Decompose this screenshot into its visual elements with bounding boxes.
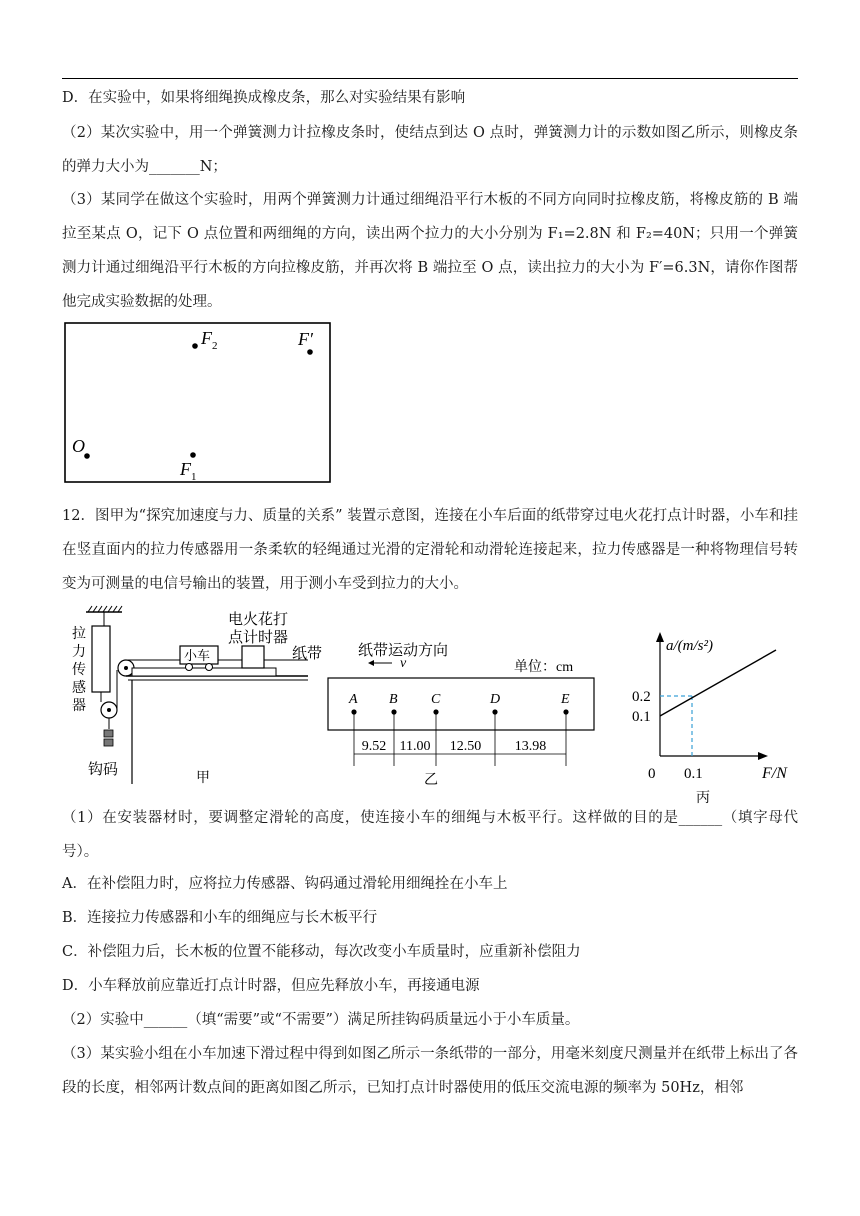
tape-point-label: C [431,692,441,707]
q12-sub2: （2）实验中______（填“需要”或“不需要”）满足所挂钩码质量远小于小车质量。 [62,1012,580,1028]
label-f2-sub: 2 [212,340,218,352]
point-f2 [192,343,198,349]
label-direction: 纸带运动方向 [358,643,449,659]
sensor-body [92,626,110,692]
graph-line [660,650,776,716]
tape-point-label: A [349,692,358,707]
distance-label: 13.98 [514,739,547,754]
label-sensor-5: 器 [72,699,86,714]
fig-jia-apparatus [62,604,323,788]
tape-point-label: D [490,692,501,707]
hook-weight-2 [104,739,113,746]
caption-bing: 丙 [696,791,710,806]
label-sensor-2: 力 [72,645,86,660]
q11-force-diagram [64,322,332,484]
x-axis-label: F/N [762,765,787,782]
tape-point [433,709,438,714]
label-hook: 钩码 [88,762,119,778]
q12-option-c: C．补偿阻力后，长木板的位置不能移动，每次改变小车质量时，应重新补偿阻力 [62,944,581,960]
label-timer-2: 点计时器 [228,630,289,646]
spark-timer [242,646,264,668]
header-rule [62,78,798,79]
tape-point [391,709,396,714]
q11-sub3: （3）某同学在做这个实验时，用两个弹簧测力计通过细绳沿平行木板的不同方向同时拉橡皮筋，将橡皮筋的 B 端拉至某点 O，记下 O 点位置和两细绳的方向，读出两个拉力的大小分别为 F₁=2.8N 和 F₂=40N；只用一个弹簧测力计通过细绳沿平行木板的方向拉橡皮筋，并再次将 B 端拉至 O 点，读出拉力的大小为 F′=6.3N，请你作图帮他完成实验数据的处理。 [62,192,798,310]
caption-jia: 甲 [196,771,210,786]
label-o: O [72,436,85,456]
label-unit: 单位：cm [514,660,574,675]
q12-option-d: D．小车释放前应靠近打点计时器，但应先释放小车，再接通电源 [62,978,480,994]
label-f2: F [201,328,212,348]
tick-y-02: 0.2 [632,689,651,705]
tape-point-label: E [561,692,570,707]
y-axis-label: a/(m/s²) [666,638,713,654]
distance-label: 11.00 [399,739,431,754]
fig-yi-tape [322,630,606,790]
origin-label: 0 [648,766,656,782]
label-car: 小车 [184,648,211,663]
tape-point [563,709,568,714]
label-v: v [400,656,407,671]
tape-point [351,709,356,714]
point-o [84,453,90,459]
label-tape: 纸带 [292,646,323,662]
label-f1: F [180,459,191,479]
tape-strip [328,678,594,730]
distance-label: 9.52 [361,739,387,754]
q12-option-b: B．连接拉力传感器和小车的细绳应与长木板平行 [62,910,378,926]
q12-option-a: A．在补偿阻力时，应将拉力传感器、钩码通过滑轮用细绳拴在小车上 [62,876,508,892]
q12-intro: 12．图甲为“探究加速度与力、质量的关系” 装置示意图，连接在小车后面的纸带穿过电火花打点计时器，小车和挂在竖直面内的拉力传感器用一条柔软的轻绳通过光滑的定滑轮和动滑轮连接起来，拉力传感器是一种将物理信号转变为可测量的电信号输出的装置，用于测小车受到拉力的大小。 [62,508,798,592]
q12-sub3: （3）某实验小组在小车加速下滑过程中得到如图乙所示一条纸带的一部分，用毫米刻度尺测量并在纸带上标出了各段的长度，相邻两计数点间的距离如图乙所示，已知打点计时器使用的低压交流电源的频率为 50Hz，相邻 [62,1046,798,1096]
caption-yi: 乙 [424,773,438,788]
tick-x-01: 0.1 [684,766,703,782]
label-f1-sub: 1 [191,471,197,483]
label-sensor-4: 感 [72,681,86,696]
tape-point [492,709,497,714]
label-sensor-1: 拉 [72,627,86,642]
hook-weight-1 [104,730,113,737]
tick-y-01: 0.1 [632,709,651,725]
label-timer-1: 电火花打 [228,612,289,628]
point-fprime [307,349,313,355]
q11-sub2: （2）某次实验中，用一个弹簧测力计拉橡皮条时，使结点到达 O 点时，弹簧测力计的示数如图乙所示，则橡皮条的弹力大小为_______N； [62,125,798,175]
tape-point-label: B [389,692,398,707]
label-sensor-3: 传 [72,663,86,678]
fig-bing-graph [620,628,800,806]
label-fprime: F′ [298,329,313,349]
q12-sub1: （1）在安装器材时，要调整定滑轮的高度，使连接小车的细绳与木板平行。这样做的目的是______（填字母代号）。 [62,810,798,860]
point-f1 [190,452,196,458]
q11-option-d: D．在实验中，如果将细绳换成橡皮条，那么对实验结果有影响 [62,90,466,106]
distance-label: 12.50 [449,739,482,754]
